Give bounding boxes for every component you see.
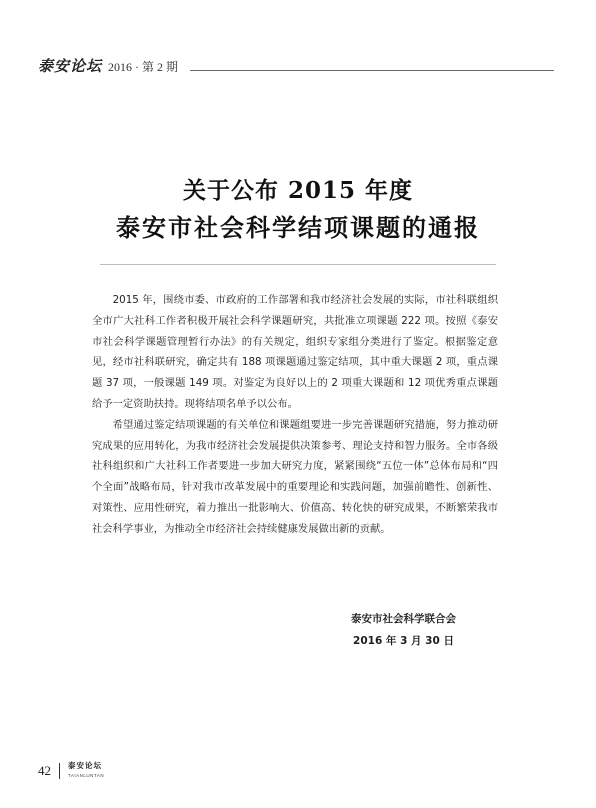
header-rule [190,70,554,71]
footer-brand-en: TAIANLUNTAN [68,773,105,778]
journal-brand: 泰安论坛 [38,57,103,75]
article-title-line-2: 泰安市社会科学结项课题的通报 [116,213,480,242]
running-header [38,56,554,76]
signature-date: 2016 年 3 月 30 日 [353,635,454,647]
footer-separator [59,763,60,779]
body-paragraph-2: 希望通过鉴定结项课题的有关单位和课题组要进一步完善课题研究措施，努力推动研究成果的应用转化，为我市经济社会发展提供决策参考、理论支持和智力服务。全市各级社科组织和广大社科工作者要进一步加大研究力度，紧紧围绕“五位一体”总体布局和“四个全面”战略布局，针对我市改革发展中的重要理论和实践问题，加强前瞻性、创新性、对策性、应用性研究，着力推出一批影响大、价值高、转化快的研究成果，不断繁荣我市社会科学事业，为推动全市经济社会持续健康发展做出新的贡献。 [92,418,498,535]
title-divider [100,264,496,265]
article-title-line-1: 关于公布 2015 年度 [182,177,414,204]
issue-label: 2016 · 第 2 期 [108,60,179,74]
body-paragraph-1: 2015 年，围绕市委、市政府的工作部署和我市经济社会发展的实际，市社科联组织全市广大社科工作者积极开展社会科学课题研究，共批准立项课题 222 项。按照《泰安市社会科学课题管理暂行办法》的有关规定，组织专家组分类进行了鉴定。根据鉴定意见，经市社科联研究，确定共有 188 项课题通过鉴定结项，其中重大课题 2 项，重点课题 37 项，一般课题 149 项。对鉴定为良好以上的 2 项重大课题和 12 项优秀重点课题给予一定资助扶持。现将结项名单予以公布。 [92,294,498,410]
page-number: 42 [38,763,51,778]
article-body [92,290,498,540]
signature-org: 泰安市社会科学联合会 [351,613,456,625]
footer-brand-cn: 泰安论坛 [68,761,102,770]
page-footer [38,760,104,782]
footer-brand [68,761,104,781]
signature-block [351,608,456,652]
